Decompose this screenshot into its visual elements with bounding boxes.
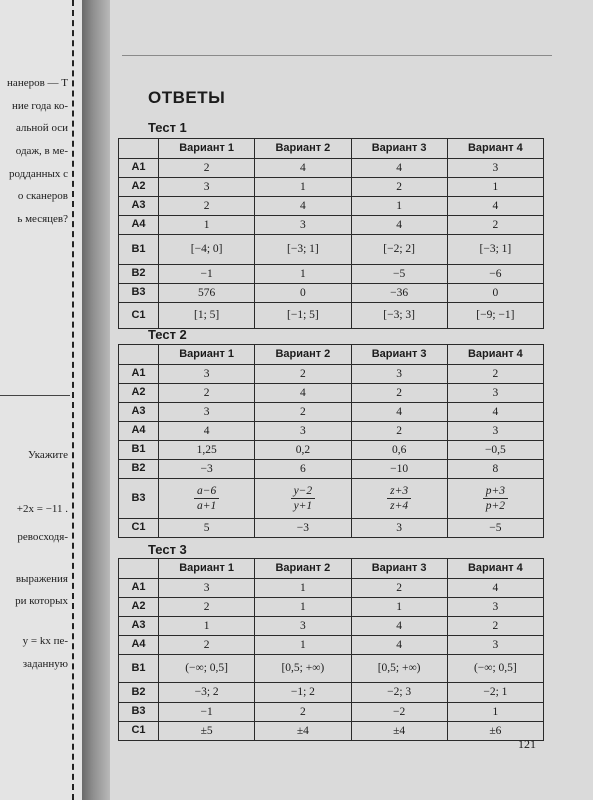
answer-cell: 4 <box>351 617 447 636</box>
page-number: 121 <box>518 737 536 751</box>
answer-cell: −3 <box>159 460 255 479</box>
answer-cell: [0,5; +∞) <box>255 655 351 683</box>
test-2-table <box>118 344 544 538</box>
left-text-fragment: родданных с <box>8 168 68 180</box>
row-label: А4 <box>119 422 159 441</box>
table-header-row <box>119 559 544 579</box>
row-label: С1 <box>119 519 159 538</box>
answer-cell: 2 <box>447 617 543 636</box>
answers-page <box>110 0 593 800</box>
answer-cell: [−3; 1] <box>447 235 543 265</box>
answer-cell: 576 <box>159 284 255 303</box>
column-header: Вариант 3 <box>351 139 447 159</box>
answer-cell: 4 <box>447 403 543 422</box>
row-label: В2 <box>119 460 159 479</box>
table-row <box>119 159 544 178</box>
answer-cell: 1 <box>255 265 351 284</box>
column-header: Вариант 1 <box>159 345 255 365</box>
answer-cell: [−4; 0] <box>159 235 255 265</box>
left-text-fragment: нанеров — Т <box>7 77 68 89</box>
corner-cell <box>119 345 159 365</box>
answer-cell: 3 <box>447 159 543 178</box>
column-header: Вариант 3 <box>351 345 447 365</box>
answer-cell: −2; 1 <box>447 683 543 703</box>
answer-cell: 2 <box>255 703 351 722</box>
answer-cell: ±4 <box>255 722 351 741</box>
table-row <box>119 617 544 636</box>
answer-cell: 1 <box>351 598 447 617</box>
dashed-cut-line <box>72 0 74 800</box>
fraction <box>291 485 316 512</box>
answer-cell: −2; 3 <box>351 683 447 703</box>
row-label: В1 <box>119 655 159 683</box>
answer-cell: −2 <box>351 703 447 722</box>
answer-cell: 3 <box>159 403 255 422</box>
answer-cell: [−2; 2] <box>351 235 447 265</box>
answer-cell: 3 <box>447 384 543 403</box>
answer-cell: 2 <box>255 365 351 384</box>
column-header: Вариант 2 <box>255 139 351 159</box>
left-text-fragment: ь месяцев? <box>17 213 68 225</box>
column-header: Вариант 1 <box>159 559 255 579</box>
test-3-title: Тест 3 <box>148 542 187 557</box>
answer-cell: 4 <box>351 403 447 422</box>
left-text-fragment: ревосходя- <box>17 531 68 543</box>
answer-cell: 2 <box>351 579 447 598</box>
table-row <box>119 598 544 617</box>
answer-cell: −1 <box>159 265 255 284</box>
row-label: А3 <box>119 197 159 216</box>
answer-cell: [−1; 5] <box>255 303 351 329</box>
row-label: А4 <box>119 636 159 655</box>
table-row <box>119 636 544 655</box>
fraction-numerator: y−2 <box>291 485 316 499</box>
answer-cell: −6 <box>447 265 543 284</box>
answer-cell <box>255 479 351 519</box>
answer-cell: [1; 5] <box>159 303 255 329</box>
row-label: А1 <box>119 365 159 384</box>
answer-cell: −10 <box>351 460 447 479</box>
table-row <box>119 519 544 538</box>
answer-cell: 1 <box>159 216 255 235</box>
row-label: С1 <box>119 303 159 329</box>
answer-cell: 4 <box>255 384 351 403</box>
header-rule <box>122 55 552 56</box>
row-label: А2 <box>119 598 159 617</box>
answer-cell: 2 <box>255 403 351 422</box>
row-label: В3 <box>119 479 159 519</box>
answer-cell: 4 <box>351 216 447 235</box>
table-row <box>119 303 544 329</box>
answer-cell: ±5 <box>159 722 255 741</box>
column-header: Вариант 4 <box>447 345 543 365</box>
fraction-numerator: a−6 <box>194 485 219 499</box>
corner-cell <box>119 139 159 159</box>
answer-cell: 4 <box>255 159 351 178</box>
answer-cell: 4 <box>255 197 351 216</box>
table-row <box>119 683 544 703</box>
answer-cell: 3 <box>159 365 255 384</box>
answer-cell: 4 <box>447 579 543 598</box>
test-2-title: Тест 2 <box>148 327 187 342</box>
answer-cell: 3 <box>159 579 255 598</box>
table-row <box>119 197 544 216</box>
answer-cell: −5 <box>447 519 543 538</box>
table-row <box>119 460 544 479</box>
table-row <box>119 655 544 683</box>
answer-cell: 5 <box>159 519 255 538</box>
table-row <box>119 422 544 441</box>
answer-cell: 3 <box>447 598 543 617</box>
answer-cell: −3 <box>255 519 351 538</box>
fraction-numerator: z+3 <box>387 485 411 499</box>
test-1-title: Тест 1 <box>148 120 187 135</box>
corner-cell <box>119 559 159 579</box>
answer-cell: 2 <box>351 422 447 441</box>
answer-cell: 2 <box>159 636 255 655</box>
table-row <box>119 703 544 722</box>
column-header: Вариант 2 <box>255 345 351 365</box>
column-header: Вариант 1 <box>159 139 255 159</box>
row-label: В3 <box>119 703 159 722</box>
column-header: Вариант 3 <box>351 559 447 579</box>
answer-cell: 2 <box>159 384 255 403</box>
table-row <box>119 479 544 519</box>
table-row <box>119 265 544 284</box>
table-row <box>119 216 544 235</box>
table-row <box>119 441 544 460</box>
row-label: А1 <box>119 159 159 178</box>
answer-cell <box>447 479 543 519</box>
row-label: А4 <box>119 216 159 235</box>
answer-cell: 2 <box>351 384 447 403</box>
answer-cell: −5 <box>351 265 447 284</box>
answer-cell: 3 <box>159 178 255 197</box>
row-label: А2 <box>119 178 159 197</box>
left-text-fragment: альной оси <box>15 122 68 134</box>
row-label: С1 <box>119 722 159 741</box>
table-row <box>119 284 544 303</box>
answer-cell: 1 <box>447 703 543 722</box>
table-header-row <box>119 345 544 365</box>
fraction-denominator: a+1 <box>196 500 217 512</box>
table-row <box>119 178 544 197</box>
answer-cell: 3 <box>255 617 351 636</box>
answer-cell: 1 <box>255 636 351 655</box>
answer-cell: 6 <box>255 460 351 479</box>
answer-cell: 1 <box>351 197 447 216</box>
answer-cell: 2 <box>159 598 255 617</box>
answer-cell: 3 <box>255 216 351 235</box>
page-title: ОТВЕТЫ <box>148 88 226 107</box>
answer-cell: 1 <box>447 178 543 197</box>
row-label: А3 <box>119 617 159 636</box>
answer-cell: 1 <box>255 579 351 598</box>
answer-cell: [−9; −1] <box>447 303 543 329</box>
row-label: А3 <box>119 403 159 422</box>
fraction-denominator: p+2 <box>485 500 505 512</box>
answer-cell: −0,5 <box>447 441 543 460</box>
answer-cell: 3 <box>447 636 543 655</box>
answer-cell: 1 <box>255 178 351 197</box>
table-row <box>119 235 544 265</box>
test-1-table <box>118 138 544 329</box>
answer-cell: 2 <box>351 178 447 197</box>
row-label: В2 <box>119 265 159 284</box>
fraction <box>194 485 219 512</box>
fraction-numerator: p+3 <box>483 485 508 499</box>
answer-cell: −1 <box>159 703 255 722</box>
answer-cell: (−∞; 0,5] <box>447 655 543 683</box>
test-3-table <box>118 558 544 741</box>
answer-cell: −3; 2 <box>159 683 255 703</box>
left-text-fragment: одаж, в ме- <box>15 145 68 157</box>
answer-cell: 1 <box>255 598 351 617</box>
answer-cell: ±6 <box>447 722 543 741</box>
table-row <box>119 365 544 384</box>
fraction-denominator: z+4 <box>390 500 409 512</box>
row-label: В3 <box>119 284 159 303</box>
table-row <box>119 384 544 403</box>
row-label: В2 <box>119 683 159 703</box>
answer-cell: 3 <box>255 422 351 441</box>
answer-cell: 3 <box>351 365 447 384</box>
answer-cell: 1 <box>159 617 255 636</box>
left-text-fragment: о сканеров <box>17 190 68 202</box>
table-row <box>119 722 544 741</box>
row-label: В1 <box>119 441 159 460</box>
answer-cell: [−3; 1] <box>255 235 351 265</box>
left-page-fragment <box>0 0 82 800</box>
answer-cell: −1; 2 <box>255 683 351 703</box>
answer-cell: 2 <box>447 216 543 235</box>
row-label: В1 <box>119 235 159 265</box>
column-header: Вариант 4 <box>447 139 543 159</box>
answer-cell: 0,2 <box>255 441 351 460</box>
answer-cell: ±4 <box>351 722 447 741</box>
left-text-fragment: ри которых <box>15 595 68 607</box>
answer-cell: 0,6 <box>351 441 447 460</box>
fraction-denominator: y+1 <box>293 500 313 512</box>
answer-cell: 0 <box>255 284 351 303</box>
answer-cell: 2 <box>447 365 543 384</box>
answer-cell: (−∞; 0,5] <box>159 655 255 683</box>
left-text-fragment: заданную <box>22 658 68 670</box>
answer-cell: 4 <box>351 159 447 178</box>
row-label: А2 <box>119 384 159 403</box>
answer-cell <box>351 479 447 519</box>
left-text-fragment: Укажите <box>27 449 68 461</box>
answer-cell: 8 <box>447 460 543 479</box>
row-label: А1 <box>119 579 159 598</box>
left-page-divider <box>0 395 70 396</box>
left-text-fragment: выражения <box>15 573 68 585</box>
answer-cell: [0,5; +∞) <box>351 655 447 683</box>
answer-cell: 1,25 <box>159 441 255 460</box>
answer-cell: 3 <box>447 422 543 441</box>
left-text-fragment: ние года ко- <box>11 100 68 112</box>
answer-cell: 4 <box>447 197 543 216</box>
column-header: Вариант 2 <box>255 559 351 579</box>
column-header: Вариант 4 <box>447 559 543 579</box>
fraction <box>483 485 508 512</box>
table-header-row <box>119 139 544 159</box>
table-row <box>119 403 544 422</box>
answer-cell: 3 <box>351 519 447 538</box>
fraction <box>387 485 411 512</box>
answer-cell: 4 <box>351 636 447 655</box>
answer-cell: 2 <box>159 197 255 216</box>
answer-cell: [−3; 3] <box>351 303 447 329</box>
left-text-fragment: +2x = −11 . <box>16 503 68 515</box>
answer-cell <box>159 479 255 519</box>
book-gutter <box>82 0 110 800</box>
answer-cell: 4 <box>159 422 255 441</box>
answer-cell: 2 <box>159 159 255 178</box>
answer-cell: 0 <box>447 284 543 303</box>
table-row <box>119 579 544 598</box>
left-text-fragment: y = kx пе- <box>22 635 68 647</box>
answer-cell: −36 <box>351 284 447 303</box>
